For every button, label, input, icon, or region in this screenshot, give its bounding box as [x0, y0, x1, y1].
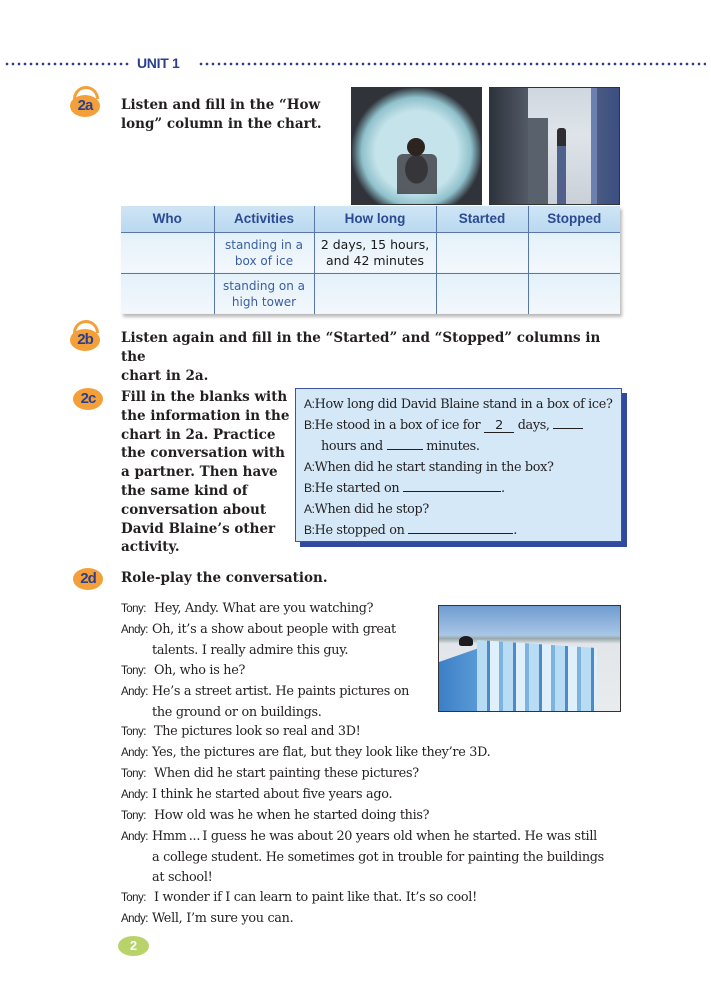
speaker-label: Andy: [121, 747, 148, 760]
conversation-line: at school! [152, 869, 213, 885]
col-how-long: How long [314, 206, 436, 232]
dialog-line: B:He stood in a box of ice for 2 days, [304, 415, 621, 436]
cell-activity: standing in a box of ice [214, 232, 314, 273]
cell-stopped[interactable] [528, 273, 620, 314]
col-stopped: Stopped [528, 206, 620, 232]
conversation-line: Andy: He’s a street artist. He paints pictures on [121, 682, 631, 703]
conversation-line: Andy: Well, I’m sure you can. [121, 909, 631, 930]
conversation-line: Andy: Oh, it’s a show about people with great [121, 620, 631, 641]
high-tower-photo [489, 87, 620, 205]
speaker-label: B: [304, 523, 315, 537]
conversation-box-2c [295, 388, 622, 542]
blank-started[interactable] [403, 478, 501, 492]
dialog-line: A:When did he start standing in the box? [304, 460, 554, 475]
col-started: Started [436, 206, 528, 232]
speaker-label: B: [304, 418, 315, 432]
cell-how-long[interactable] [314, 273, 436, 314]
speaker-label: Andy: [121, 912, 148, 925]
cell-who[interactable] [121, 232, 214, 273]
activity-chart [121, 206, 620, 314]
speaker-label: Tony: [121, 891, 146, 904]
col-who: Who [121, 206, 214, 232]
dialog-line: hours and minutes. [304, 436, 621, 457]
speaker-label: B: [304, 481, 315, 495]
dialog-line: B:He stopped on . [304, 520, 621, 541]
dotted-rule-right [198, 62, 706, 66]
instruction-2a: Listen and fill in the “How long” column in the chart. [121, 97, 322, 132]
speaker-label: Tony: [121, 603, 146, 615]
speaker-label: Tony: [121, 768, 146, 781]
dialog-line: A:How long did David Blaine stand in a box of ice? [304, 397, 613, 412]
blank-stopped[interactable] [408, 520, 513, 534]
cell-started[interactable] [436, 232, 528, 273]
unit-label: UNIT 1 [137, 55, 180, 71]
conversation-line: Tony: I wonder if I can learn to paint like that. It’s so cool! [121, 888, 631, 909]
speaker-label: Andy: [121, 830, 148, 843]
conversation-line: Tony: When did he start painting these pictures? [121, 764, 631, 785]
instruction-2d: Role-play the conversation. [121, 570, 328, 586]
dotted-rule-left [4, 62, 130, 66]
cell-started[interactable] [436, 273, 528, 314]
table-row [121, 273, 620, 314]
conversation-line: the ground or on buildings. [152, 704, 322, 720]
conversation-line: Tony: The pictures look so real and 3D! [121, 722, 631, 743]
cell-how-long[interactable]: 2 days, 15 hours, and 42 minutes [314, 232, 436, 273]
blank-minutes[interactable] [387, 436, 423, 450]
conversation-line: Tony: Hey, Andy. What are you watching? [121, 599, 631, 620]
speaker-label: Tony: [121, 726, 146, 739]
speaker-label: Andy: [121, 685, 148, 698]
speaker-label: A: [304, 460, 315, 474]
exercise-badge-2a: 2a [70, 95, 100, 117]
conversation-line: a college student. He sometimes got in trouble for painting the buildings [152, 849, 604, 865]
conversation-line: Tony: Oh, who is he? [121, 661, 631, 682]
ice-box-photo [351, 87, 482, 205]
role-play-conversation [121, 599, 631, 930]
instruction-2c: Fill in the blanks with the information in the chart in 2a. Practice the conversation with a partner. Then have the same kind of conversation about David Blaine’s other activity. [121, 389, 290, 556]
blank-days[interactable]: 2 [484, 419, 514, 433]
page-number-badge: 2 [118, 936, 149, 956]
speaker-label: Andy: [121, 623, 148, 636]
table-row [121, 232, 620, 273]
exercise-badge-2d: 2d [73, 568, 103, 590]
conversation-line: talents. I really admire this guy. [152, 642, 349, 658]
conversation-line: Tony: How old was he when he started doing this? [121, 806, 631, 827]
cell-stopped[interactable] [528, 232, 620, 273]
dialog-line: A:When did he stop? [304, 502, 429, 517]
conversation-line: Andy: Hmm ... I guess he was about 20 years old when he started. He was still [121, 827, 631, 848]
cell-activity: standing on a high tower [214, 273, 314, 314]
dialog-line: B:He started on . [304, 478, 621, 499]
speaker-label: A: [304, 397, 315, 411]
speaker-label: Tony: [121, 664, 146, 677]
instruction-2b: Listen again and fill in the “Started” and “Stopped” columns in the chart in 2a. [121, 330, 601, 384]
blank-hours[interactable] [553, 415, 583, 429]
conversation-line: Andy: I think he started about five years ago. [121, 785, 631, 806]
unit-header [0, 55, 711, 71]
chart-header-row [121, 206, 620, 232]
speaker-label: Andy: [121, 789, 148, 802]
conversation-line: Andy: Yes, the pictures are flat, but they look like they’re 3D. [121, 743, 631, 764]
speaker-label: A: [304, 502, 315, 516]
exercise-badge-2c: 2c [73, 388, 103, 410]
exercise-badge-2b: 2b [70, 329, 100, 351]
speaker-label: Tony: [121, 810, 146, 823]
col-activities: Activities [214, 206, 314, 232]
cell-who[interactable] [121, 273, 214, 314]
